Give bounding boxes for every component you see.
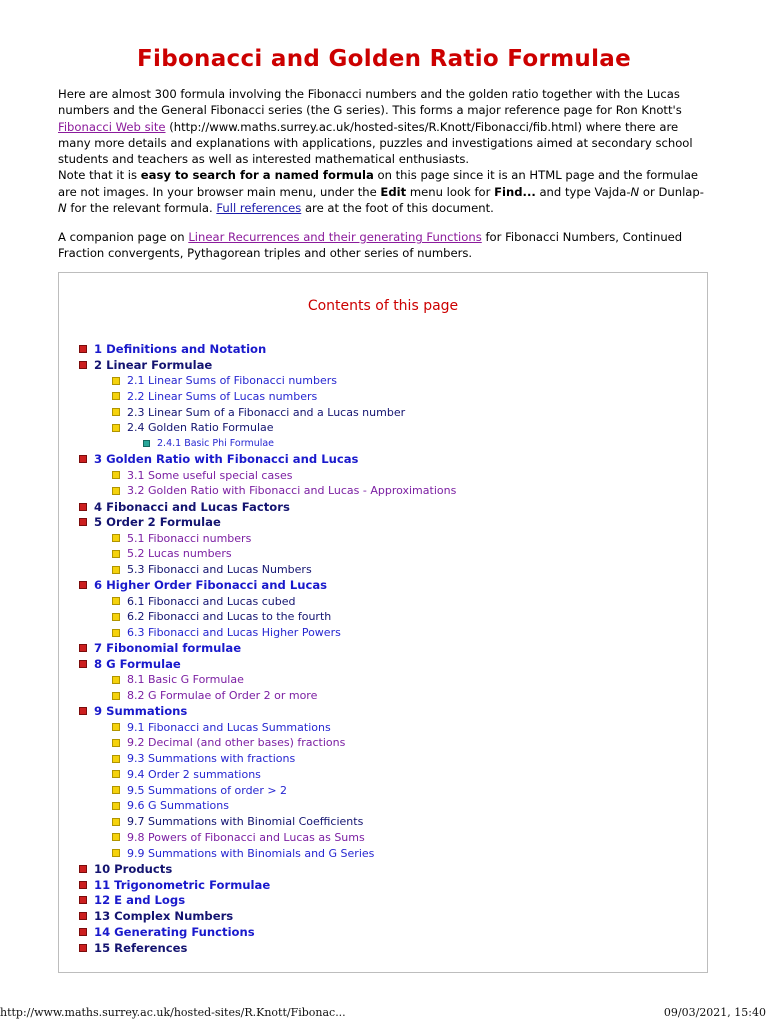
toc-item-label[interactable]: 5.1 Fibonacci numbers [127, 531, 252, 545]
toc-item-label[interactable]: 10 Products [94, 861, 173, 876]
toc-item-label[interactable]: 1 Definitions and Notation [94, 342, 267, 356]
toc-item-label[interactable]: 6.1 Fibonacci and Lucas cubed [127, 594, 296, 608]
toc-item[interactable] [79, 908, 233, 924]
toc-item-label[interactable]: 9.7 Summations with Binomial Coefficients [127, 815, 364, 828]
toc-item[interactable] [79, 514, 221, 530]
toc-item[interactable] [112, 751, 295, 767]
toc-item-label[interactable]: 9.2 Decimal (and other bases) fractions [127, 736, 346, 750]
toc-item-label[interactable]: 2.4 Golden Ratio Formulae [127, 421, 274, 435]
toc-item[interactable] [112, 766, 261, 782]
intro-paragraph-2: Note that it is easy to search for a named formula on this page since it is an HTML page and the formulae are not images. In your browser main menu, under the Edit menu look for Find... and type Vajda-N or Dunlap-N for the relevant formula. Full references are at the foot of this document. [58, 168, 704, 216]
toc-item-label[interactable]: 9.3 Summations with fractions [127, 752, 296, 765]
toc-item[interactable] [79, 640, 241, 656]
red-square-bullet-icon [79, 345, 87, 353]
red-square-bullet-icon [79, 707, 87, 715]
toc-item[interactable] [112, 672, 244, 688]
toc-item[interactable] [79, 703, 187, 719]
toc-item[interactable] [79, 499, 290, 515]
toc-item[interactable] [112, 845, 374, 861]
toc-item[interactable] [79, 877, 270, 893]
toc-item-label[interactable]: 9 Summations [94, 704, 188, 719]
red-square-bullet-icon [79, 896, 87, 904]
toc-item-label[interactable]: 12 E and Logs [94, 893, 186, 908]
toc-item[interactable] [112, 782, 287, 798]
toc-item[interactable] [112, 625, 341, 641]
red-square-bullet-icon [79, 660, 87, 668]
toc-item[interactable] [112, 483, 456, 499]
linear-recurrences-link[interactable]: Linear Recurrences and their generating Functions [188, 230, 482, 244]
toc-item-label[interactable]: 4 Fibonacci and Lucas Factors [94, 499, 290, 514]
toc-item-label[interactable]: 13 Complex Numbers [94, 909, 234, 923]
toc-item-label[interactable]: 9.9 Summations with Binomials and G Series [127, 846, 375, 860]
toc-item-label[interactable]: 14 Generating Functions [94, 924, 255, 939]
toc-item-label[interactable]: 2 Linear Formulae [94, 357, 213, 372]
red-square-bullet-icon [79, 581, 87, 589]
toc-title: Contents of this page [307, 298, 459, 314]
table-of-contents [58, 272, 708, 973]
fibonacci-web-site-link[interactable]: Fibonacci Web site [58, 119, 166, 134]
yellow-square-bullet-icon [112, 849, 120, 857]
toc-item-label[interactable]: 8.1 Basic G Formulae [127, 673, 244, 687]
toc-item[interactable] [79, 577, 327, 593]
toc-item[interactable] [112, 530, 251, 546]
toc-item-label[interactable]: 6.3 Fibonacci and Lucas Higher Powers [127, 626, 341, 639]
toc-item[interactable] [79, 357, 212, 373]
toc-item-label[interactable]: 3.2 Golden Ratio with Fibonacci and Lucas - Approximations [127, 484, 457, 498]
toc-item[interactable] [143, 436, 274, 452]
yellow-square-bullet-icon [112, 818, 120, 826]
toc-item-label[interactable]: 11 Trigonometric Formulae [94, 877, 271, 892]
toc-item[interactable] [112, 420, 274, 436]
toc-item-label[interactable]: 5.2 Lucas numbers [127, 547, 232, 561]
yellow-square-bullet-icon [112, 629, 120, 637]
yellow-square-bullet-icon [112, 770, 120, 778]
toc-item-label[interactable]: 3.1 Some useful special cases [127, 468, 293, 482]
yellow-square-bullet-icon [112, 550, 120, 558]
toc-item[interactable] [79, 656, 181, 672]
toc-item-label[interactable]: 5 Order 2 Formulae [94, 515, 221, 530]
yellow-square-bullet-icon [112, 786, 120, 794]
toc-item-label[interactable]: 8 G Formulae [94, 657, 181, 671]
red-square-bullet-icon [79, 503, 87, 511]
yellow-square-bullet-icon [112, 471, 120, 479]
red-square-bullet-icon [79, 865, 87, 873]
toc-item[interactable] [79, 892, 185, 908]
toc-item-label[interactable]: 9.5 Summations of order > 2 [127, 783, 288, 797]
toc-item[interactable] [112, 373, 337, 389]
yellow-square-bullet-icon [112, 833, 120, 841]
toc-item-label[interactable]: 6.2 Fibonacci and Lucas to the fourth [127, 610, 332, 624]
toc-item-label[interactable]: 6 Higher Order Fibonacci and Lucas [94, 578, 328, 593]
yellow-square-bullet-icon [112, 597, 120, 605]
yellow-square-bullet-icon [112, 802, 120, 810]
full-references-link[interactable]: Full references [216, 201, 302, 216]
toc-item[interactable] [79, 924, 255, 940]
toc-item[interactable] [112, 719, 331, 735]
yellow-square-bullet-icon [112, 424, 120, 432]
red-square-bullet-icon [79, 944, 87, 952]
yellow-square-bullet-icon [112, 739, 120, 747]
red-square-bullet-icon [79, 928, 87, 936]
toc-item-label[interactable]: 2.4.1 Basic Phi Formulae [157, 438, 275, 449]
toc-item[interactable] [112, 688, 317, 704]
yellow-square-bullet-icon [112, 613, 120, 621]
footer-datetime: 09/03/2021, 15:40 [663, 1006, 766, 1019]
yellow-square-bullet-icon [112, 566, 120, 574]
toc-item[interactable] [112, 404, 405, 420]
toc-item[interactable] [112, 798, 229, 814]
toc-item[interactable] [112, 814, 363, 830]
yellow-square-bullet-icon [112, 676, 120, 684]
toc-item[interactable] [112, 562, 312, 578]
toc-item-label[interactable]: 2.1 Linear Sums of Fibonacci numbers [127, 374, 337, 387]
teal-square-bullet-icon [143, 440, 150, 447]
toc-item-label[interactable]: 2.2 Linear Sums of Lucas numbers [127, 389, 318, 403]
footer-url: http://www.maths.surrey.ac.uk/hosted-sites/R.Knott/Fibonac... [0, 1006, 346, 1019]
toc-item[interactable] [112, 467, 292, 483]
toc-item-label[interactable]: 3 Golden Ratio with Fibonacci and Lucas [94, 452, 359, 467]
toc-item-label[interactable]: 9.6 G Summations [127, 799, 229, 813]
yellow-square-bullet-icon [112, 392, 120, 400]
yellow-square-bullet-icon [112, 487, 120, 495]
toc-item[interactable] [79, 861, 172, 877]
toc-item[interactable] [79, 940, 187, 956]
toc-item[interactable] [112, 388, 317, 404]
red-square-bullet-icon [79, 644, 87, 652]
toc-item[interactable] [79, 451, 358, 467]
toc-item-label[interactable]: 15 References [94, 940, 188, 955]
red-square-bullet-icon [79, 912, 87, 920]
red-square-bullet-icon [79, 881, 87, 889]
page-title: Fibonacci and Golden Ratio Formulae [137, 46, 631, 72]
intro-paragraph-1: Here are almost 300 formula involving the Fibonacci numbers and the golden ratio together with the Lucas numbers and the General Fibonacci series (the G series). This forms a major reference page for Ron Knott's Fibonacci Web site (http://www.maths.surrey.ac.uk/hosted-sites/R.Knott/Fibonacci/fib.html) where there are many more details and explanations with applications, puzzles and investigations aimed at secondary school students and teachers as well as interested mathematical enthusiasts. [58, 87, 693, 167]
red-square-bullet-icon [79, 455, 87, 463]
toc-item-label[interactable]: 9.8 Powers of Fibonacci and Lucas as Sums [127, 830, 365, 844]
toc-item[interactable] [112, 609, 331, 625]
toc-item-label[interactable]: 9.1 Fibonacci and Lucas Summations [127, 720, 331, 734]
red-square-bullet-icon [79, 361, 87, 369]
yellow-square-bullet-icon [112, 723, 120, 731]
toc-item-label[interactable]: 8.2 G Formulae of Order 2 or more [127, 689, 318, 702]
yellow-square-bullet-icon [112, 755, 120, 763]
intro-text [58, 86, 708, 216]
yellow-square-bullet-icon [112, 534, 120, 542]
toc-item-label[interactable]: 5.3 Fibonacci and Lucas Numbers [127, 563, 312, 576]
toc-item-label[interactable]: 9.4 Order 2 summations [127, 767, 261, 781]
toc-item-label[interactable]: 7 Fibonomial formulae [94, 641, 242, 656]
yellow-square-bullet-icon [112, 692, 120, 700]
toc-item[interactable] [112, 546, 232, 562]
toc-item[interactable] [112, 593, 296, 609]
toc-item[interactable] [112, 735, 345, 751]
toc-item[interactable] [79, 341, 266, 357]
companion-paragraph: A companion page on Linear Recurrences and their generating Functions for Fibonacci Numbers, Continued Fraction convergents, Pythagorean triples and other series of numbers. [58, 230, 683, 261]
toc-item-label[interactable]: 2.3 Linear Sum of a Fibonacci and a Lucas number [127, 405, 406, 419]
yellow-square-bullet-icon [112, 408, 120, 416]
red-square-bullet-icon [79, 518, 87, 526]
toc-item[interactable] [112, 829, 365, 845]
yellow-square-bullet-icon [112, 377, 120, 385]
